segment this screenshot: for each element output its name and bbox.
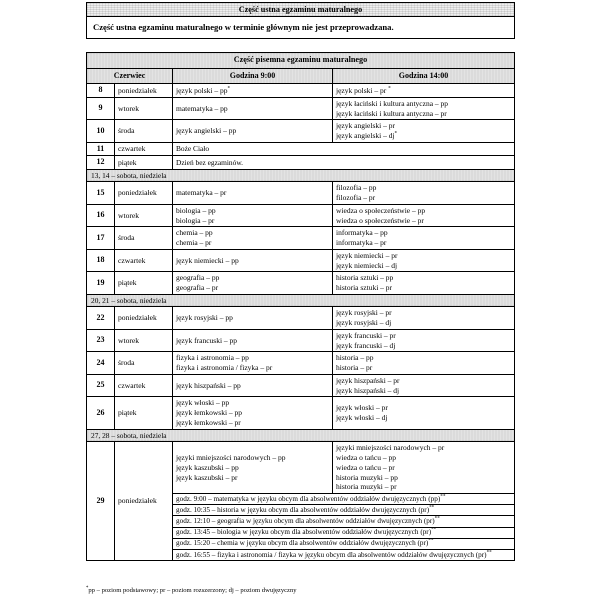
day-name: czwartek bbox=[115, 249, 173, 272]
subject-list bbox=[336, 86, 511, 96]
subject-list bbox=[176, 453, 329, 482]
subject-line: wiedza o społeczeństwie – pp bbox=[336, 205, 426, 215]
morning-subjects bbox=[173, 227, 333, 250]
subject-list bbox=[176, 381, 329, 391]
afternoon-subjects bbox=[333, 352, 515, 375]
bilingual-exam-row bbox=[173, 538, 514, 549]
subject-line: język rosyjski – pr bbox=[336, 308, 392, 318]
day-name: poniedziałek bbox=[115, 307, 173, 330]
subject-line: geografia – pp bbox=[176, 273, 220, 283]
weekend-label: 20, 21 – sobota, niedziela bbox=[87, 294, 515, 307]
day-number: 15 bbox=[87, 182, 115, 205]
subject-line: język angielski – pr bbox=[336, 121, 395, 131]
morning-subjects bbox=[173, 84, 333, 97]
bilingual-exam-line: godz. 10:35 – historia w języku obcym dla absolwentów oddziałów dwujęzycznych (pr)** bbox=[173, 505, 514, 516]
oral-part-banner: Część ustna egzaminu maturalnego bbox=[86, 2, 515, 17]
day-number: 11 bbox=[87, 142, 115, 155]
subject-line: język angielski – dj* bbox=[336, 130, 398, 141]
subject-line: geografia – pr bbox=[176, 283, 219, 293]
afternoon-subjects bbox=[333, 272, 515, 295]
subject-list bbox=[176, 256, 329, 266]
day-number: 9 bbox=[87, 97, 115, 120]
subject-line: język hiszpański – pr bbox=[336, 375, 400, 385]
subject-line: wiedza o tańcu – pr bbox=[336, 462, 395, 472]
subject-line: język polski – pr * bbox=[336, 85, 391, 95]
table-row bbox=[87, 272, 515, 295]
subject-line: język hiszpański – dj bbox=[336, 385, 400, 395]
day-number: 8 bbox=[87, 84, 115, 97]
subject-line: matematyka – pp bbox=[176, 103, 228, 113]
subject-list bbox=[176, 104, 329, 114]
subject-list bbox=[176, 398, 329, 427]
day-name: piątek bbox=[115, 397, 173, 429]
subject-line: język włoski – pp bbox=[176, 398, 230, 408]
day-name: wtorek bbox=[115, 204, 173, 227]
bilingual-exam-row bbox=[173, 494, 514, 505]
subject-line: wiedza o społeczeństwie – pr bbox=[336, 215, 424, 225]
day-number: 26 bbox=[87, 397, 115, 429]
subject-line: wiedza o tańcu – pp bbox=[336, 453, 396, 463]
subject-list bbox=[176, 86, 329, 96]
subject-line: język kaszubski – pr bbox=[176, 472, 238, 482]
footnote-legend: *pp – poziom podstawowy; pr – poziom rozszerzony; dj – poziom dwujęzyczny bbox=[86, 585, 297, 594]
subject-line: historia – pr bbox=[336, 363, 373, 373]
morning-subjects bbox=[173, 442, 333, 494]
day-number: 23 bbox=[87, 329, 115, 352]
subject-list bbox=[336, 183, 511, 203]
subject-list bbox=[336, 121, 511, 141]
subject-line: język łaciński i kultura antyczna – pr bbox=[336, 108, 447, 118]
subject-list bbox=[336, 251, 511, 271]
table-body bbox=[87, 84, 515, 561]
subject-list bbox=[176, 228, 329, 248]
written-part-banner-row bbox=[87, 53, 515, 69]
bilingual-exam-line: godz. 16:55 – fizyka i astronomia / fizyka w języku obcym dla absolwentów oddziałów dwujęzycznych (pr)** bbox=[176, 549, 492, 559]
weekend-label: 27, 28 – sobota, niedziela bbox=[87, 429, 515, 442]
subject-line: język francuski – pr bbox=[336, 330, 396, 340]
table-row bbox=[87, 329, 515, 352]
bilingual-exam-line: godz. 9:00 – matematyka w języku obcym dla absolwentów oddziałów dwujęzycznych (pp)** bbox=[173, 494, 514, 505]
morning-subjects bbox=[173, 272, 333, 295]
bilingual-exam-row bbox=[173, 527, 514, 538]
day-number: 19 bbox=[87, 272, 115, 295]
afternoon-subjects bbox=[333, 227, 515, 250]
document-content bbox=[86, 2, 515, 561]
subject-line: historia sztuki – pp bbox=[336, 273, 394, 283]
day-name: środa bbox=[115, 352, 173, 375]
subject-list bbox=[336, 228, 511, 248]
bilingual-exam-row bbox=[173, 550, 514, 561]
morning-subjects bbox=[173, 397, 333, 429]
morning-subjects bbox=[173, 374, 333, 397]
subject-list bbox=[336, 376, 511, 396]
subject-list bbox=[176, 206, 329, 226]
day-name: środa bbox=[115, 120, 173, 143]
subject-line: język polski – pp* bbox=[176, 85, 231, 95]
subject-line: historia sztuki – pr bbox=[336, 283, 393, 293]
day-name: czwartek bbox=[115, 374, 173, 397]
subject-list bbox=[176, 126, 329, 136]
day-name: wtorek bbox=[115, 97, 173, 120]
subject-line: informatyka – pr bbox=[336, 238, 387, 248]
afternoon-subjects bbox=[333, 329, 515, 352]
subject-line: język włoski – pr bbox=[336, 403, 388, 413]
table-row bbox=[87, 142, 515, 155]
day-number: 25 bbox=[87, 374, 115, 397]
subject-line: chemia – pp bbox=[176, 228, 213, 238]
subject-list bbox=[336, 206, 511, 226]
subject-list bbox=[336, 353, 511, 373]
bilingual-exam-row bbox=[173, 516, 514, 527]
column-header-row bbox=[87, 69, 515, 84]
day-note: Dzień bez egzaminów. bbox=[173, 156, 515, 169]
day-note: Boże Ciało bbox=[173, 142, 515, 155]
subject-list bbox=[176, 273, 329, 293]
morning-subjects bbox=[173, 352, 333, 375]
subject-line: język łemkowski – pr bbox=[176, 417, 241, 427]
subject-line: język niemiecki – pr bbox=[336, 250, 398, 260]
subject-list bbox=[336, 99, 511, 119]
day-number: 18 bbox=[87, 249, 115, 272]
table-row bbox=[87, 97, 515, 120]
subject-line: język niemiecki – dj bbox=[336, 260, 398, 270]
subject-list bbox=[176, 336, 329, 346]
subject-line: matematyka – pr bbox=[176, 188, 227, 198]
subject-list bbox=[176, 353, 329, 373]
day-name: środa bbox=[115, 227, 173, 250]
table-row bbox=[87, 249, 515, 272]
subject-line: historia – pp bbox=[336, 353, 374, 363]
subject-line: język angielski – pp bbox=[176, 126, 237, 136]
afternoon-subjects bbox=[333, 397, 515, 429]
day-number: 12 bbox=[87, 156, 115, 169]
subject-list bbox=[336, 308, 511, 328]
table-row-29 bbox=[87, 442, 515, 494]
column-header-afternoon: Godzina 14:00 bbox=[333, 69, 515, 84]
afternoon-subjects bbox=[333, 249, 515, 272]
morning-subjects bbox=[173, 204, 333, 227]
subject-line: język kaszubski – pp bbox=[176, 462, 239, 472]
table-row bbox=[87, 156, 515, 169]
afternoon-subjects bbox=[333, 204, 515, 227]
bilingual-exam-row bbox=[173, 505, 514, 516]
subject-line: języki mniejszości narodowych – pr bbox=[336, 443, 445, 453]
afternoon-subjects bbox=[333, 97, 515, 120]
table-row bbox=[87, 397, 515, 429]
morning-subjects bbox=[173, 97, 333, 120]
section-gap bbox=[86, 39, 515, 52]
day-name: poniedziałek bbox=[115, 182, 173, 205]
day-name: wtorek bbox=[115, 329, 173, 352]
weekend-label: 13, 14 – sobota, niedziela bbox=[87, 169, 515, 182]
afternoon-subjects bbox=[333, 442, 515, 494]
morning-subjects bbox=[173, 307, 333, 330]
subject-line: historia muzyki – pp bbox=[336, 472, 398, 482]
afternoon-subjects bbox=[333, 307, 515, 330]
weekend-row bbox=[87, 429, 515, 442]
subject-list bbox=[176, 313, 329, 323]
day-number: 24 bbox=[87, 352, 115, 375]
weekend-row bbox=[87, 294, 515, 307]
table-row bbox=[87, 374, 515, 397]
day-name: piątek bbox=[115, 272, 173, 295]
subject-line: język hiszpański – pp bbox=[176, 380, 241, 390]
table-row bbox=[87, 307, 515, 330]
subject-list bbox=[176, 188, 329, 198]
subject-list bbox=[336, 403, 511, 423]
subject-line: język rosyjski – pp bbox=[176, 313, 233, 323]
subject-line: język łaciński i kultura antyczna – pp bbox=[336, 98, 449, 108]
morning-subjects bbox=[173, 182, 333, 205]
day-number: 22 bbox=[87, 307, 115, 330]
table-row bbox=[87, 204, 515, 227]
subject-list bbox=[336, 331, 511, 351]
subject-line: biologia – pp bbox=[176, 205, 216, 215]
table-row bbox=[87, 120, 515, 143]
subject-line: język łemkowski – pp bbox=[176, 408, 243, 418]
subject-line: język rosyjski – dj bbox=[336, 318, 392, 328]
subject-line: chemia – pr bbox=[176, 238, 212, 248]
bilingual-exams-cell bbox=[173, 494, 515, 561]
subject-line: język włoski – dj bbox=[336, 413, 388, 423]
subject-line: biologia – pr bbox=[176, 215, 215, 225]
day-name: czwartek bbox=[115, 142, 173, 155]
subject-line: język francuski – dj bbox=[336, 340, 396, 350]
bilingual-exam-line: godz. 13:45 – biologia w języku obcym dla absolwentów oddziałów dwujęzycznych (pr)** bbox=[173, 527, 514, 538]
afternoon-subjects bbox=[333, 120, 515, 143]
column-header-morning: Godzina 9:00 bbox=[173, 69, 333, 84]
table-row bbox=[87, 352, 515, 375]
bilingual-exam-line: godz. 12:10 – geografia w języku obcym dla absolwentów oddziałów dwujęzycznych (pr)** bbox=[173, 516, 514, 527]
subject-line: filozofia – pr bbox=[336, 193, 376, 203]
subject-line: języki mniejszości narodowych – pp bbox=[176, 453, 286, 463]
day-number: 16 bbox=[87, 204, 115, 227]
subject-line: filozofia – pp bbox=[336, 183, 377, 193]
oral-part-note: Część ustna egzaminu maturalnego w terminie głównym nie jest przeprowadzana. bbox=[86, 17, 515, 39]
day-name: piątek bbox=[115, 156, 173, 169]
afternoon-subjects bbox=[333, 374, 515, 397]
table-row bbox=[87, 84, 515, 97]
bilingual-exam-line: godz. 15:20 – chemia w języku obcym dla absolwentów oddziałów dwujęzycznych (pr)** bbox=[173, 538, 514, 549]
day-name: poniedziałek bbox=[115, 442, 173, 561]
subject-list bbox=[336, 443, 511, 492]
written-exam-table bbox=[86, 52, 515, 561]
table-row bbox=[87, 227, 515, 250]
subject-list bbox=[336, 273, 511, 293]
day-number: 29 bbox=[87, 442, 115, 561]
day-name: poniedziałek bbox=[115, 84, 173, 97]
day-number: 10 bbox=[87, 120, 115, 143]
morning-subjects bbox=[173, 329, 333, 352]
written-part-banner: Część pisemna egzaminu maturalnego bbox=[87, 53, 515, 69]
subject-line: język francuski – pp bbox=[176, 335, 238, 345]
subject-line: historia muzyki – pr bbox=[336, 482, 397, 492]
morning-subjects bbox=[173, 249, 333, 272]
table-row bbox=[87, 182, 515, 205]
afternoon-subjects bbox=[333, 182, 515, 205]
subject-line: fizyka i astronomia / fizyka – pr bbox=[176, 363, 273, 373]
subject-line: język niemiecki – pp bbox=[176, 255, 239, 265]
table-head bbox=[87, 53, 515, 84]
weekend-row bbox=[87, 169, 515, 182]
column-header-month: Czerwiec bbox=[87, 69, 173, 84]
bilingual-exams-table bbox=[173, 494, 514, 560]
day-number: 17 bbox=[87, 227, 115, 250]
subject-line: informatyka – pp bbox=[336, 228, 388, 238]
subject-line: fizyka i astronomia – pp bbox=[176, 353, 249, 363]
afternoon-subjects bbox=[333, 84, 515, 97]
morning-subjects bbox=[173, 120, 333, 143]
